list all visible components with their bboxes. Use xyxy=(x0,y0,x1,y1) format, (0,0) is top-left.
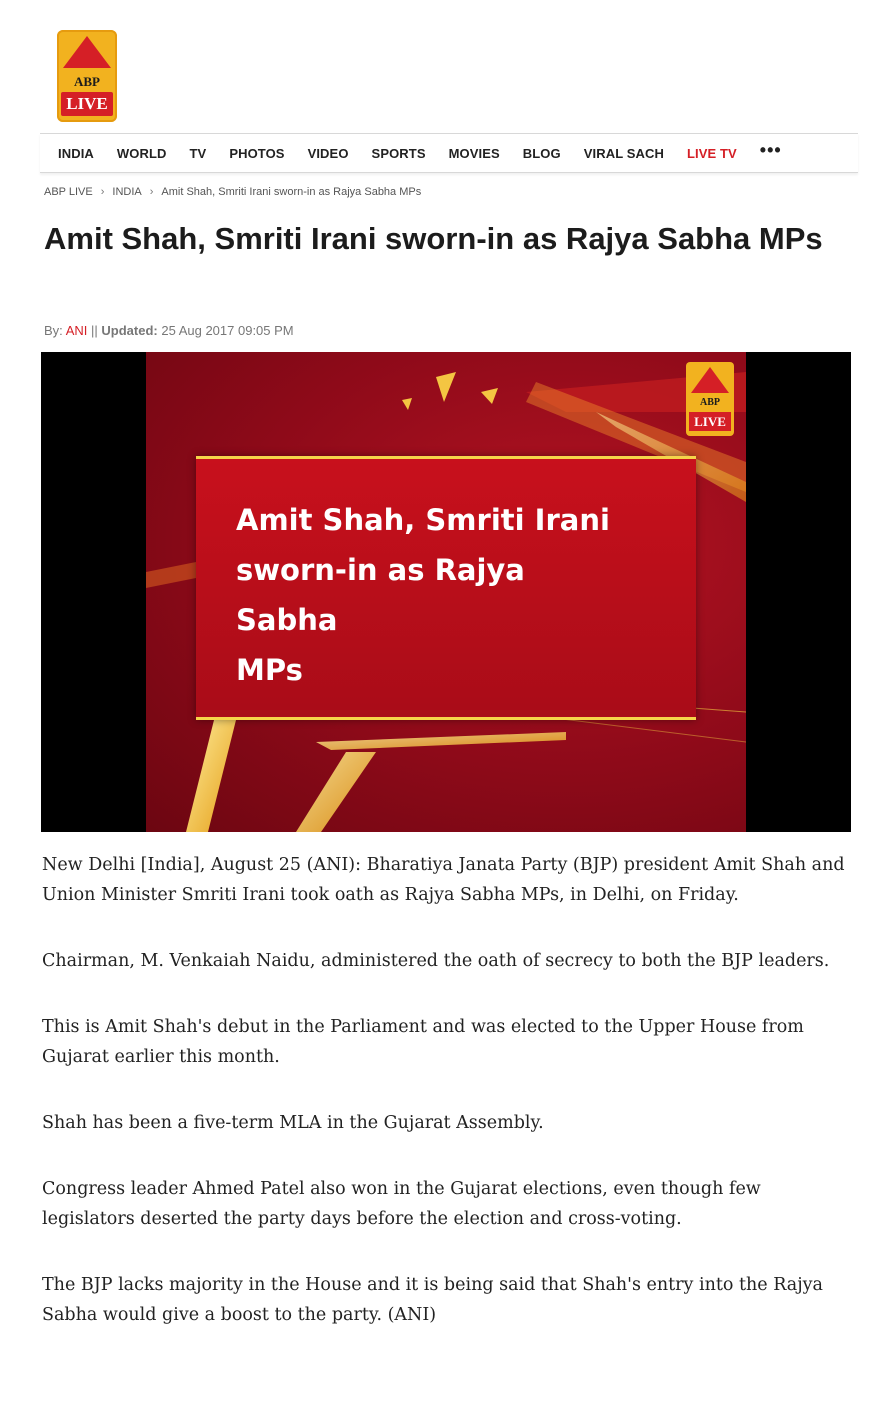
video-logo-abp: ABP xyxy=(700,397,720,408)
video-channel-logo xyxy=(686,362,734,436)
article-title: Amit Shah, Smriti Irani sworn-in as Rajya Sabha MPs xyxy=(44,221,823,256)
nav-item-live-tv[interactable]: LIVE TV xyxy=(686,145,737,161)
logo-triangle-icon xyxy=(691,367,729,393)
nav-item-india[interactable]: INDIA xyxy=(58,145,94,161)
chevron-right-icon: › xyxy=(100,186,105,198)
video-thumbnail xyxy=(146,352,746,832)
more-menu-icon[interactable]: ••• xyxy=(759,139,782,160)
byline-by-label: By: xyxy=(44,323,63,338)
nav-item-movies[interactable]: MOVIES xyxy=(448,145,500,161)
byline-author[interactable]: ANI xyxy=(65,323,88,338)
nav-item-photos[interactable]: PHOTOS xyxy=(229,145,285,161)
nav-item-tv[interactable]: TV xyxy=(189,145,207,161)
breadcrumb-item-current: Amit Shah, Smriti Irani sworn-in as Rajya Sabha MPs xyxy=(161,186,422,198)
nav-item-video[interactable]: VIDEO xyxy=(307,145,349,161)
article-paragraph: New Delhi [India], August 25 (ANI): Bharatiya Janata Party (BJP) president Amit Shah and Union Minister Smriti Irani took oath as Rajya Sabha MPs, in Delhi, on Friday. xyxy=(42,855,845,905)
main-nav xyxy=(40,133,858,173)
article-body xyxy=(42,850,857,1366)
breadcrumb-item-home[interactable]: ABP LIVE xyxy=(44,186,93,198)
nav-item-blog[interactable]: BLOG xyxy=(522,145,561,161)
abp-live-logo[interactable] xyxy=(57,30,117,122)
byline-separator: || xyxy=(91,323,98,338)
logo-triangle-icon xyxy=(63,36,111,68)
article-byline xyxy=(44,323,294,338)
byline-date: 25 Aug 2017 09:05 PM xyxy=(161,323,294,338)
article-paragraph: Shah has been a five-term MLA in the Gujarat Assembly. xyxy=(42,1113,544,1133)
article-paragraph: The BJP lacks majority in the House and it is being said that Shah's entry into the Rajya Sabha would give a boost to the party. (ANI) xyxy=(42,1275,823,1325)
byline-updated-label: Updated: xyxy=(101,323,158,338)
video-overlay-headline: Amit Shah, Smriti Irani sworn-in as Rajya Sabha MPs xyxy=(236,503,610,687)
headline-panel xyxy=(196,456,696,720)
nav-item-sports[interactable]: SPORTS xyxy=(371,145,426,161)
breadcrumb-item-india[interactable]: INDIA xyxy=(112,186,142,198)
video-logo-live: LIVE xyxy=(689,412,731,431)
nav-item-viral-sach[interactable]: VIRAL SACH xyxy=(583,145,664,161)
video-player[interactable] xyxy=(41,352,851,832)
nav-item-world[interactable]: WORLD xyxy=(116,145,167,161)
logo-abp-text: ABP xyxy=(74,74,100,89)
breadcrumb xyxy=(44,186,421,198)
chevron-right-icon: › xyxy=(149,186,154,198)
article-paragraph: This is Amit Shah's debut in the Parliament and was elected to the Upper House from Gujarat earlier this month. xyxy=(42,1017,804,1067)
article-paragraph: Chairman, M. Venkaiah Naidu, administered the oath of secrecy to both the BJP leaders. xyxy=(42,951,830,971)
article-paragraph: Congress leader Ahmed Patel also won in the Gujarat elections, even though few legislators deserted the party days before the election and cross-voting. xyxy=(42,1179,761,1229)
logo-live-text: LIVE xyxy=(61,92,113,116)
